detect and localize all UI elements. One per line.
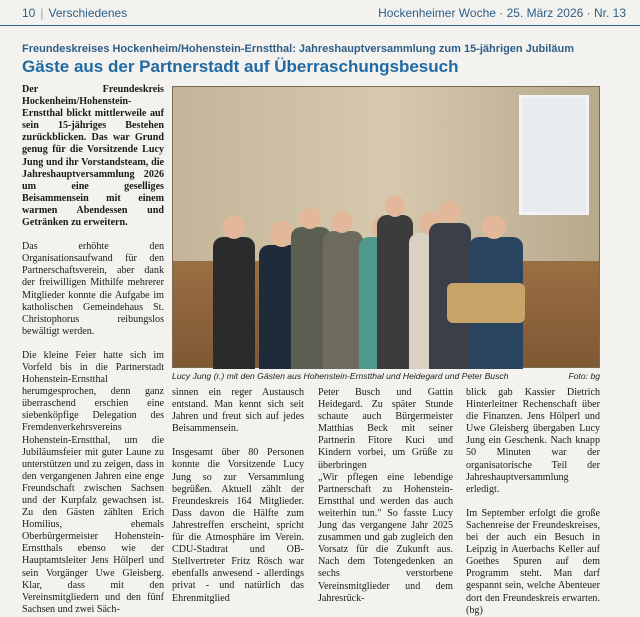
article-paragraph: Im September erfolgt die große Sachenreise der Freundeskreises, bei der auch ein Besuch in Leipzig in Auerbachs Keller auf Goethes Spuren auf dem Programm steht. Man darf gespannt sein, welche Abenteuer dort den Freundeskreis erwarten. (bg) <box>466 507 600 616</box>
photo-credit: Foto: bg <box>568 371 600 381</box>
page-number: 10 <box>22 6 36 20</box>
article-paragraph: Die kleine Feier hatte sich im Vorfeld bis in die Partnerstadt Hohenstein-Ernstthal herumgesprochen, denn ganz überraschend erschien eine siebenköpfige Delegation des Fremdenverkehrsvereins Hohenstein-Ernstthal, um die Jubiläumsfeier mit guter Laune zu unterstützen und zu zeigen, dass in den vergangenen Jahren eine enge Freundschaft zwischen Sachsen und der Kurpfalz gewachsen ist. Zu den Gästen zählten Erich Homilius, ehemals Oberbürgermeister Hohenstein-Ernstthals ebenso wie der Hauptamtsleiter Jens Hölperl und sein Vorgänger Uwe Gleisberg. Klar, dass mit den Vereinsmitgliedern und den fünf Sachsen und zwei Säch- <box>22 349 164 615</box>
article-column-3 <box>318 387 453 604</box>
article-kicker: Freundeskreises Hockenheim/Hohenstein-Ernstthal: Jahreshauptversammlung zum 15-jährigen Jubiläum <box>22 43 574 55</box>
article-column-1 <box>22 84 164 615</box>
article-headline: Gäste aus der Partnerstadt auf Überraschungsbesuch <box>22 57 459 76</box>
article-paragraph: sinnen ein reger Austausch entstand. Man kennt sich seit Jahren und freut sich auf jedes Beisammensein. <box>172 387 304 435</box>
article-paragraph: Peter Busch und Gattin Heidegard. Zu später Stunde schaute auch Bürgermeister Matthias Beck mit seiner Partnerin Fitore Kuci und Kindern vorbei, um Grüße zu überbringen <box>318 387 453 471</box>
article-column-4 <box>466 387 600 616</box>
caption-text: Lucy Jung (r.) mit den Gästen aus Hohenstein-Ernstthal und Heidegard und Peter Busch <box>172 371 509 381</box>
photo-caption <box>172 371 600 381</box>
publication-info: Hockenheimer Woche · 25. März 2026 · Nr. 13 <box>378 6 626 20</box>
group-photo <box>172 86 600 368</box>
section-name: Verschiedenes <box>48 6 128 20</box>
article-paragraph: blick gab Kassier Dietrich Hinterleitner Rechenschaft über die Finanzen. Jens Hölperl und Uwe Gleisberg übergaben Lucy Jung ein Geschenk. Nach knapp 50 Minuten war der organisatorische Teil der Jahreshauptversammlung erledigt. <box>466 387 600 495</box>
page-header <box>0 0 640 26</box>
article-paragraph: Das erhöhte den Organisationsaufwand für den Partnerschaftsverein, aber dank der freiwilligen Mithilfe mehrerer Mitglieder konnte die Aufgabe im katholischen Gemeindehaus St. Christophorus reibungslos bewältigt werden. <box>22 241 164 337</box>
article-paragraph: „Wir pflegen eine lebendige Partnerschaft zu Hohenstein-Ernstthal und werden das auch weiterhin tun." So fasste Lucy Jung das vergangene Jahr 2025 zusammen und gab zugleich den Vorsatz für die Zukunft aus. Nach dem Totengedenken an sechs verstorbene Vereinsmitglieder und dem Jahresrück- <box>318 471 453 604</box>
header-left: 10 | Verschiedenes <box>22 6 128 20</box>
article-intro: Der Freundeskreis Hockenheim/Hohenstein-Ernstthal blickt mittlerweile auf sein 15-jähriges Bestehen zurückblicken. Das war Grund genug für die Vorsitzende Lucy Jung und ihr Vorstandsteam, die Jahreshauptversammlung 2026 um eine geselliges Beisammensein mit einem warmen Abendessen und Getränken zu erweitern. <box>22 84 164 229</box>
article-paragraph: Insgesamt über 80 Personen konnte die Vorsitzende Lucy Jung so zur Versammlung begrüßen. Aktuell zählt der Freundeskreis 164 Mitglieder. Dass davon die Hälfte zum Jahrestreffen erscheint, spricht für die Atmosphäre im Verein. CDU-Stadtrat und OB-Stellvertreter Fritz Rösch war ebenfalls anwesend - allerdings privat - und natürlich das Ehrenmitglied <box>172 447 304 604</box>
gift-basket <box>447 283 525 323</box>
article-column-2 <box>172 387 304 604</box>
